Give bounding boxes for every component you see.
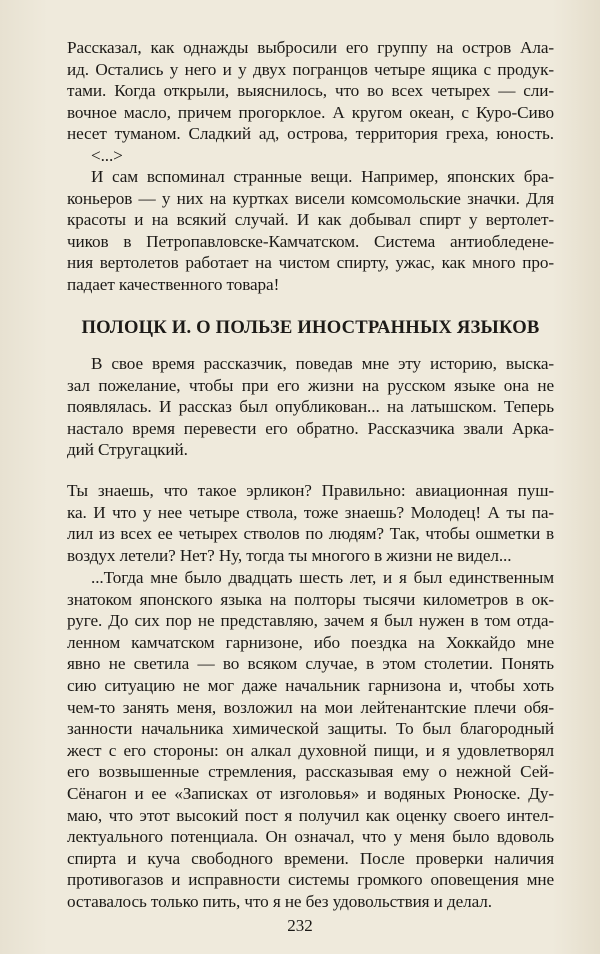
- paragraph-preface: [67, 353, 554, 461]
- text-line: падает качественного товара!: [67, 274, 280, 294]
- paragraph-intro: [67, 37, 554, 167]
- text-line: чем-то занять меня, возложил на мои лейтенантские плечи обя-: [67, 697, 554, 717]
- text-line: спирта и куча свободного времени. После проверки наличия: [67, 848, 554, 868]
- text-line: Сёнагон и ее «Записках от изголовья» и водяных Рюноске. Ду-: [67, 783, 554, 803]
- text-line: Рассказал, как однажды выбросили его группу на остров Ала-: [67, 38, 554, 57]
- text-line: дий Стругацкий.: [67, 440, 188, 460]
- text-line: появлялась. И рассказ был опубликован... на латышском. Теперь: [67, 397, 554, 417]
- page-number: 232: [287, 916, 313, 935]
- text-line: ленном камчатском гарнизоне, ибо поездка на Хоккайдо мне: [67, 632, 554, 652]
- text-line: вочное масло, причем прогорклое. А кругом океан, с Куро-Сиво: [67, 102, 554, 122]
- text-line: лектуального потенциала. Он означал, что у меня было вдоволь: [67, 827, 554, 847]
- omission-mark: <...>: [91, 145, 123, 165]
- text-line: Ты знаешь, что такое эрликон? Правильно: авиационная пуш-: [67, 481, 554, 500]
- text-line: явно не светила — во всяком случае, в этом столетии. Понять: [67, 654, 554, 674]
- text-line: маю, что этот высокий пост я получил как оценку своего интел-: [67, 805, 554, 825]
- text-line: сию ситуацию не мог даже начальник гарнизона и, чтобы хоть: [67, 675, 554, 695]
- text-line: ка. И что у нее четыре ствола, тоже знаешь? Молодец! А ты па-: [67, 502, 554, 522]
- text-line: его возвышенные стремления, рассказывая ему о нежной Сей-: [67, 762, 554, 782]
- text-line: зал пожелание, чтобы при его жизни на русском языке она не: [67, 375, 554, 395]
- text-line: ...Тогда мне было двадцать шесть лет, и я был единственным: [91, 568, 554, 587]
- text-line: И сам вспоминал странные вещи. Например, японских бра-: [91, 167, 554, 186]
- paragraph-story-opening: [67, 480, 554, 566]
- text-line: коньеров — у них на куртках висели комсомольские значки. Для: [67, 188, 554, 208]
- text-line: руге. До сих пор не представляю, зачем я был нужен в том отда-: [67, 611, 554, 631]
- text-line: знатоком японского языка на полторы тысячи километров в ок-: [67, 589, 554, 609]
- text-line: жест с его стороны: он алкал духовной пищи, и я удовлетворял: [67, 740, 554, 760]
- paragraph-narrative: [67, 567, 554, 913]
- text-line: красоты и на всякий случай. И как добывал спирт у вертолет-: [67, 210, 554, 230]
- section-heading: ПОЛОЦК И. О ПОЛЬЗЕ ИНОСТРАННЫХ ЯЗЫКОВ: [81, 317, 540, 338]
- text-line: тами. Когда открыли, выяснилось, что во всех четырех — сли-: [67, 81, 554, 101]
- text-line: несет туманом. Сладкий ад, острова, территория греха, юность.: [67, 124, 554, 144]
- text-line: ния вертолетов работает на чистом спирту, ужас, как много про-: [67, 253, 554, 273]
- text-line: В свое время рассказчик, поведав мне эту историю, выска-: [91, 354, 554, 373]
- text-line: настало время перевести его обратно. Рассказчика звали Арка-: [67, 418, 554, 438]
- text-line: противогазов и исправности системы громкого оповещения мне: [67, 870, 554, 890]
- text-line: ид. Остались у него и у двух погранцов четыре ящика с продук-: [67, 59, 554, 79]
- text-line: занности начальника химической защиты. То был благородный: [67, 719, 554, 739]
- text-line: воздух летели? Нет? Ну, тогда ты многого в жизни не видел...: [67, 545, 512, 565]
- paragraph-memories: [67, 166, 554, 296]
- text-line: лил из всех ее четырех стволов по людям? Так, чтобы ошметки в: [67, 524, 554, 544]
- text-line: чиков в Петропавловске-Камчатском. Система антиобледене-: [67, 231, 554, 251]
- text-line: оставалось только пить, что я не без удовольствия и делал.: [67, 891, 492, 911]
